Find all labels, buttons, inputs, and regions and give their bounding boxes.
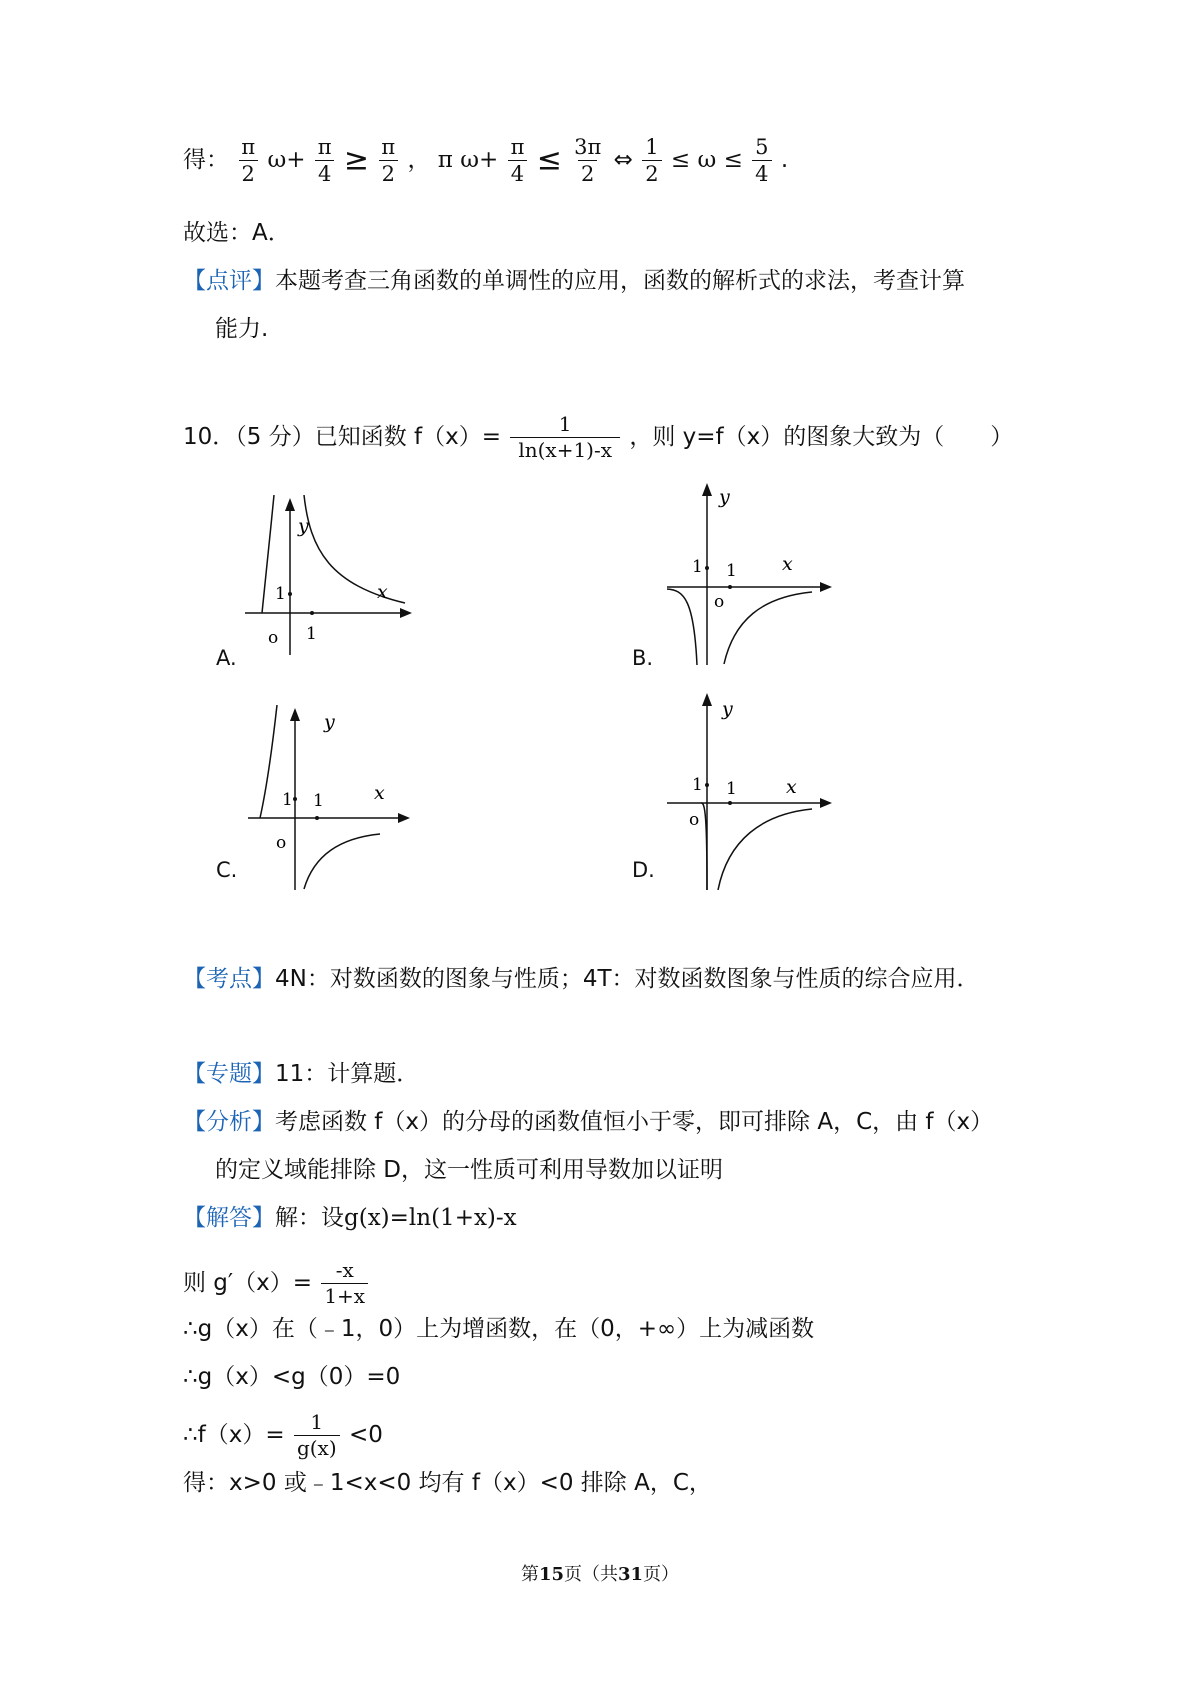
curve-left — [262, 495, 274, 613]
denominator: g(x) — [294, 1435, 340, 1459]
zhuanti-line — [183, 1063, 419, 1086]
fenxi-line — [183, 1111, 993, 1134]
fenxi-tag: 【分析】 — [183, 1109, 275, 1135]
numerator: 3π — [574, 135, 602, 159]
fraction — [642, 136, 661, 185]
tick-dot — [310, 611, 314, 615]
fraction — [571, 136, 604, 185]
denominator: 1+x — [321, 1283, 368, 1307]
g-definition: g(x)=ln(1+x)-x — [344, 1205, 517, 1231]
denominator: 4 — [315, 160, 334, 185]
comma: ， — [407, 147, 431, 174]
review-line-2: 能力. — [215, 316, 269, 342]
zhuanti-tag: 【专题】 — [183, 1061, 275, 1087]
y-arrow — [702, 483, 712, 496]
choice-line: 故选：A． — [183, 220, 291, 246]
function-fraction — [510, 414, 620, 461]
origin-label: o — [268, 628, 279, 648]
omega-plus: ω+ — [267, 147, 306, 174]
review-line — [183, 270, 965, 293]
fenxi-line-2: 的定义域能排除 D，这一性质可利用导数加以证明 — [215, 1157, 724, 1183]
curve-left — [701, 803, 707, 890]
inequality-line: ∴g（x）<g（0）=0 — [183, 1364, 401, 1390]
numerator: π — [317, 135, 332, 159]
kaodian-line — [183, 968, 980, 991]
de-prefix: 得： — [183, 147, 229, 174]
fraction — [315, 136, 335, 185]
f-prefix: ∴f（x）= — [183, 1422, 285, 1448]
stem-prefix: 10．（5 分）已知函数 f（x）= — [183, 424, 502, 450]
omega-range: ≤ ω ≤ — [670, 147, 743, 174]
conclusion-line: 得：x>0 或﹣1<x<0 均有 f（x）<0 排除 A，C， — [183, 1470, 712, 1496]
tick-dot — [288, 592, 292, 596]
footer-post: 页） — [643, 1564, 680, 1585]
numerator: 1 — [645, 135, 659, 159]
one-label: 1 — [726, 779, 737, 799]
zhuanti-text: 11：计算题． — [275, 1061, 420, 1087]
curve-right — [724, 592, 812, 664]
stem-suffix: ，则 y=f（x）的图象大致为（ ） — [629, 424, 1014, 450]
numerator: π — [510, 135, 525, 159]
page-footer — [0, 1560, 1200, 1586]
numerator: 1 — [310, 1410, 324, 1434]
monotonic-line: ∴g（x）在（﹣1，0）上为增函数，在（0，+∞）上为减函数 — [183, 1316, 815, 1342]
option-c-label: C. — [216, 858, 238, 882]
page-number: 15 — [538, 1564, 564, 1585]
origin-label: o — [689, 810, 700, 830]
x-label: x — [782, 553, 793, 575]
graph-a — [240, 495, 415, 660]
y-label: y — [722, 698, 733, 720]
curve-left — [667, 589, 697, 665]
tick-dot — [728, 801, 732, 805]
y-label: y — [324, 711, 335, 733]
denominator: 2 — [578, 160, 597, 185]
graph-c — [240, 705, 415, 890]
x-label: x — [377, 581, 388, 603]
one-label: 1 — [306, 624, 317, 644]
numerator: -x — [335, 1258, 354, 1282]
denominator: 4 — [508, 160, 527, 185]
curve-right — [304, 495, 405, 603]
f-negative-line — [183, 1412, 383, 1459]
option-b-label: B. — [632, 646, 654, 670]
ge-sign: ≥ — [343, 142, 370, 178]
option-d-label: D. — [632, 858, 655, 882]
denominator: 2 — [379, 160, 398, 185]
numerator: 5 — [755, 135, 769, 159]
option-a-label: A. — [216, 646, 237, 670]
f-suffix: <0 — [348, 1422, 383, 1448]
denominator: 4 — [752, 160, 771, 185]
x-arrow — [400, 608, 412, 618]
y-arrow — [702, 693, 712, 706]
question-10-stem — [183, 414, 1013, 461]
curve-right — [718, 809, 812, 890]
derivative-fraction — [321, 1260, 368, 1307]
fraction — [508, 136, 528, 185]
numerator: π — [381, 135, 396, 159]
x-label: x — [374, 782, 385, 804]
tick-dot — [293, 797, 297, 801]
denominator: ln(x+1)-x — [510, 437, 620, 461]
total-pages: 31 — [618, 1564, 644, 1585]
one-label: 1 — [692, 557, 703, 577]
footer-mid: 页（共 — [564, 1564, 618, 1585]
numerator: π — [241, 135, 256, 159]
period: . — [780, 147, 789, 174]
fenxi-text: 考虑函数 f（x）的分母的函数值恒小于零，即可排除 A，C，由 f（x） — [275, 1109, 994, 1135]
tick-dot — [728, 585, 732, 589]
one-label: 1 — [313, 791, 324, 811]
x-arrow — [398, 813, 410, 823]
y-arrow — [290, 708, 300, 721]
review-tag: 【点评】 — [183, 268, 275, 294]
one-label: 1 — [692, 775, 703, 795]
y-arrow — [285, 498, 295, 511]
y-label: y — [719, 486, 730, 508]
fraction — [752, 136, 771, 185]
one-label: 1 — [726, 561, 737, 581]
x-label: x — [786, 776, 797, 798]
tick-dot — [705, 783, 709, 787]
jieda-text: 解：设 — [275, 1205, 344, 1231]
derivative-line — [183, 1260, 370, 1307]
f-fraction — [294, 1412, 340, 1459]
le-sign: ≤ — [536, 142, 562, 178]
footer-pre: 第 — [520, 1564, 539, 1585]
graph-b — [662, 480, 837, 665]
fraction — [238, 136, 258, 185]
one-label: 1 — [275, 584, 286, 604]
review-text: 本题考查三角函数的单调性的应用，函数的解析式的求法，考查计算 — [275, 268, 965, 294]
kaodian-tag: 【考点】 — [183, 966, 275, 992]
jieda-line — [183, 1207, 517, 1230]
tick-dot — [315, 816, 319, 820]
curve-right — [304, 834, 380, 889]
kaodian-text: 4N：对数函数的图象与性质；4T：对数函数图象与性质的综合应用． — [275, 966, 980, 992]
iff-sign: ⇔ — [613, 147, 633, 174]
origin-label: o — [714, 592, 725, 612]
denominator: 2 — [642, 160, 661, 185]
denominator: 2 — [239, 160, 258, 185]
derivative-prefix: 则 g′（x）= — [183, 1270, 313, 1296]
x-arrow — [820, 798, 832, 808]
tick-dot — [705, 566, 709, 570]
curve-left — [260, 705, 277, 818]
graph-d — [662, 690, 837, 890]
y-label: y — [298, 515, 309, 537]
numerator: 1 — [558, 412, 572, 436]
fraction — [378, 136, 398, 185]
origin-label: o — [276, 833, 287, 853]
jieda-tag: 【解答】 — [183, 1205, 275, 1231]
derivation-line — [183, 136, 788, 185]
one-label: 1 — [282, 790, 293, 810]
x-arrow — [820, 582, 832, 592]
pi-omega-plus: π ω+ — [437, 147, 499, 174]
